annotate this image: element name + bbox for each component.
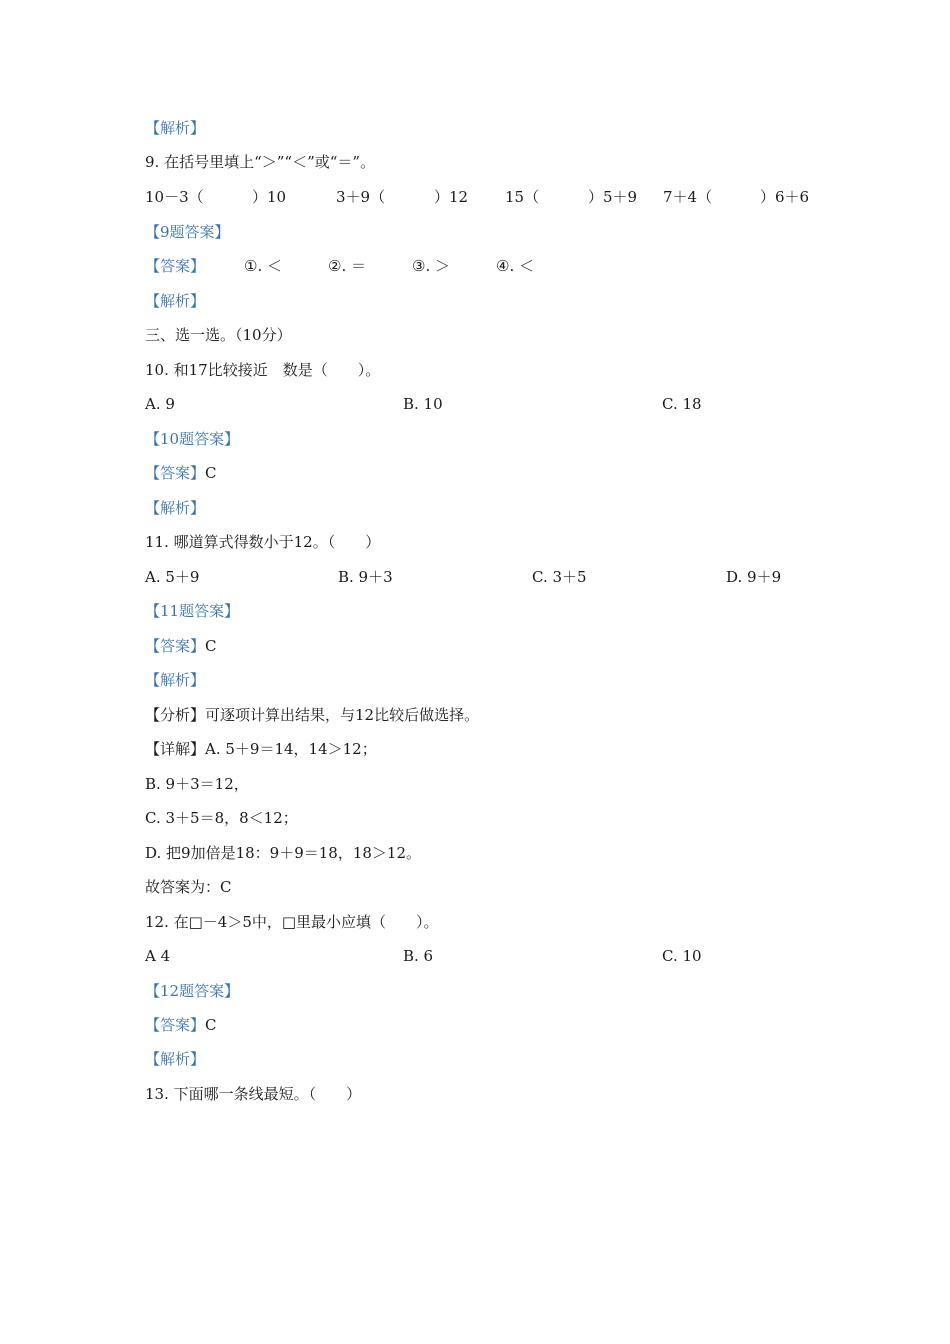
q12-answer-label: 【答案】 xyxy=(145,1016,206,1034)
q9-item-4-left: 7＋4（ xyxy=(663,188,713,206)
q9-answer-4: ④. ＜ xyxy=(496,257,534,275)
q12-answer-row xyxy=(145,1015,217,1035)
q10-answer-label: 【答案】 xyxy=(145,464,206,482)
q11-answer-tag: 【11题答案】 xyxy=(145,602,240,620)
q11-answer-value: C xyxy=(205,637,217,655)
q11-option-a: A. 5＋9 xyxy=(145,568,200,586)
q9-answer-1: ①. ＜ xyxy=(244,257,282,275)
q12-answer-tag: 【12题答案】 xyxy=(145,982,240,1000)
q10-option-a: A. 9 xyxy=(145,395,175,413)
q9-answer-2: ②. ＝ xyxy=(328,257,366,275)
q9-item-2-left: 3＋9（ xyxy=(336,188,386,206)
section-title: 三、选一选。（10分） xyxy=(145,326,292,344)
q9-stem: 9. 在括号里填上“＞”“＜”或“＝”。 xyxy=(145,153,376,171)
q11-analysis-tag: 【解析】 xyxy=(145,671,206,689)
q12-option-b: B. 6 xyxy=(403,947,434,965)
q11-option-b: B. 9＋3 xyxy=(338,568,393,586)
q11-detail-4: D. 把9加倍是18：9＋9＝18，18＞12。 xyxy=(145,844,422,862)
q10-stem: 10. 和17比较接近 数是（ ）。 xyxy=(145,361,381,379)
q11-answer-label: 【答案】 xyxy=(145,637,206,655)
q9-item-2-right: ）12 xyxy=(434,188,469,206)
q11-detail-3: C. 3＋5＝8，8＜12； xyxy=(145,809,298,827)
q11-detail-2: B. 9＋3＝12， xyxy=(145,775,249,793)
q9-answer-3: ③. ＞ xyxy=(412,257,450,275)
q10-answer-tag: 【10题答案】 xyxy=(145,430,240,448)
q12-stem: 12. 在□－4＞5中，□里最小应填（ ）。 xyxy=(145,913,439,931)
q9-answer-row xyxy=(0,256,950,276)
q12-options-row xyxy=(0,946,950,966)
q9-item-3-left: 15（ xyxy=(505,188,540,206)
q11-conclusion: 故答案为：C xyxy=(145,878,232,896)
q11-option-d: D. 9＋9 xyxy=(726,568,782,586)
analysis-tag: 【解析】 xyxy=(145,119,206,137)
q9-item-1-left: 10－3（ xyxy=(145,188,204,206)
q9-answer-label: 【答案】 xyxy=(145,257,206,275)
q10-option-c: C. 18 xyxy=(662,395,702,413)
q11-option-c: C. 3＋5 xyxy=(532,568,587,586)
q11-answer-row xyxy=(145,636,217,656)
q9-item-1-right: ）10 xyxy=(252,188,287,206)
q10-answer-row xyxy=(145,463,217,483)
q10-option-b: B. 10 xyxy=(403,395,443,413)
q11-stem: 11. 哪道算式得数小于12。（ ） xyxy=(145,533,381,551)
q11-fenxi: 【分析】可逐项计算出结果，与12比较后做选择。 xyxy=(145,706,480,724)
q9-item-3-right: ）5＋9 xyxy=(588,188,638,206)
q10-answer-value: C xyxy=(205,464,217,482)
q12-option-a: A 4 xyxy=(145,947,171,965)
q11-options-row xyxy=(0,567,950,587)
q12-answer-value: C xyxy=(205,1016,217,1034)
q9-items-row xyxy=(0,187,950,207)
q12-analysis-tag: 【解析】 xyxy=(145,1050,206,1068)
q11-detail-1: 【详解】A. 5＋9＝14，14＞12； xyxy=(145,740,377,758)
q13-stem: 13. 下面哪一条线最短。（ ） xyxy=(145,1085,362,1103)
q10-options-row xyxy=(0,394,950,414)
q9-analysis-tag: 【解析】 xyxy=(145,292,206,310)
q9-answer-tag: 【9题答案】 xyxy=(145,223,230,241)
q12-option-c: C. 10 xyxy=(662,947,702,965)
q9-item-4-right: ）6＋6 xyxy=(760,188,810,206)
q10-analysis-tag: 【解析】 xyxy=(145,499,206,517)
